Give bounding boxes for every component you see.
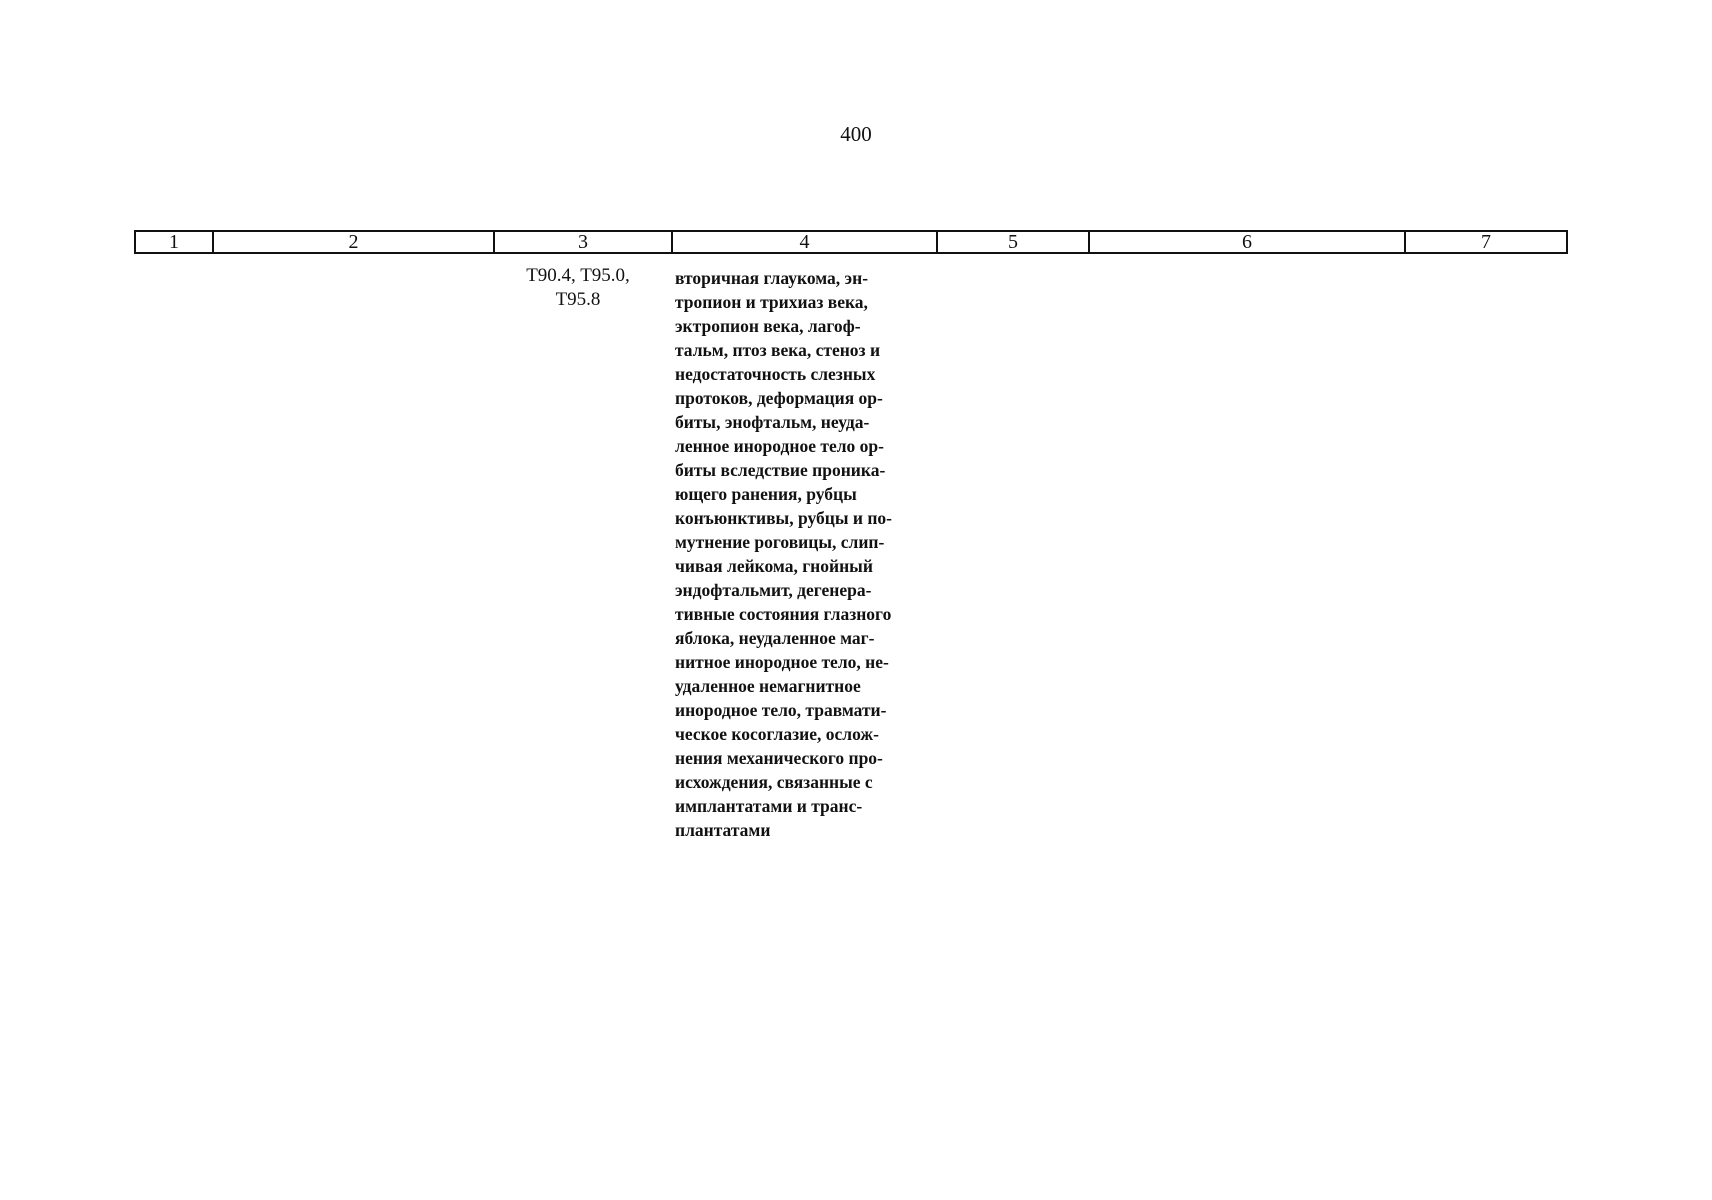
- codes-line: T95.8: [555, 289, 601, 310]
- diagnosis-line: удаленное немагнитное: [675, 676, 861, 696]
- diagnosis-line: биты, энофтальм, неуда-: [675, 412, 870, 432]
- diagnosis-line: биты вследствие проника-: [675, 460, 886, 480]
- diagnosis-line: инородное тело, травмати-: [675, 700, 887, 720]
- codes-line: T90.4, T95.0,: [526, 265, 630, 286]
- diagnosis-line: тальм, птоз века, стеноз и: [675, 340, 881, 360]
- diagnosis-line: нения механического про-: [675, 748, 883, 768]
- column-header-4: 4: [671, 232, 936, 252]
- diagnosis-line: ющего ранения, рубцы: [675, 484, 857, 504]
- diagnosis-line: имплантатами и транс-: [675, 796, 863, 816]
- diagnosis-line: нитное инородное тело, не-: [675, 652, 889, 672]
- diagnosis-line: плантатами: [675, 820, 771, 840]
- column-header-1: 1: [169, 231, 179, 253]
- diagnosis-codes-cell: [508, 264, 648, 312]
- diagnosis-line: ленное инородное тело ор-: [675, 436, 884, 456]
- diagnoses-cell: [675, 266, 945, 842]
- diagnosis-line: протоков, деформация ор-: [675, 388, 883, 408]
- column-header-2: 2: [212, 232, 493, 252]
- diagnosis-line: тропион и трихиаз века,: [675, 292, 868, 312]
- diagnosis-line: эктропион века, лагоф-: [675, 316, 861, 336]
- diagnosis-line: ческое косоглазие, ослож-: [675, 724, 879, 744]
- page-number: 400: [840, 122, 872, 146]
- diagnosis-line: конъюнктивы, рубцы и по-: [675, 508, 892, 528]
- diagnosis-line: чивая лейкома, гнойный: [675, 556, 873, 576]
- column-header-6: 6: [1088, 232, 1404, 252]
- table-header-row: [134, 230, 1568, 254]
- diagnosis-line: тивные состояния глазного: [675, 604, 892, 624]
- diagnosis-line: мутнение роговицы, слип-: [675, 532, 885, 552]
- column-header-3: 3: [493, 232, 671, 252]
- diagnosis-line: вторичная глаукома, эн-: [675, 268, 869, 288]
- diagnosis-line: недостаточность слезных: [675, 364, 876, 384]
- column-header-5: 5: [936, 232, 1088, 252]
- column-header-7: 7: [1404, 232, 1566, 252]
- diagnosis-line: исхождения, связанные с: [675, 772, 873, 792]
- diagnosis-line: яблока, неудаленное маг-: [675, 628, 875, 648]
- diagnosis-line: эндофтальмит, дегенера-: [675, 580, 872, 600]
